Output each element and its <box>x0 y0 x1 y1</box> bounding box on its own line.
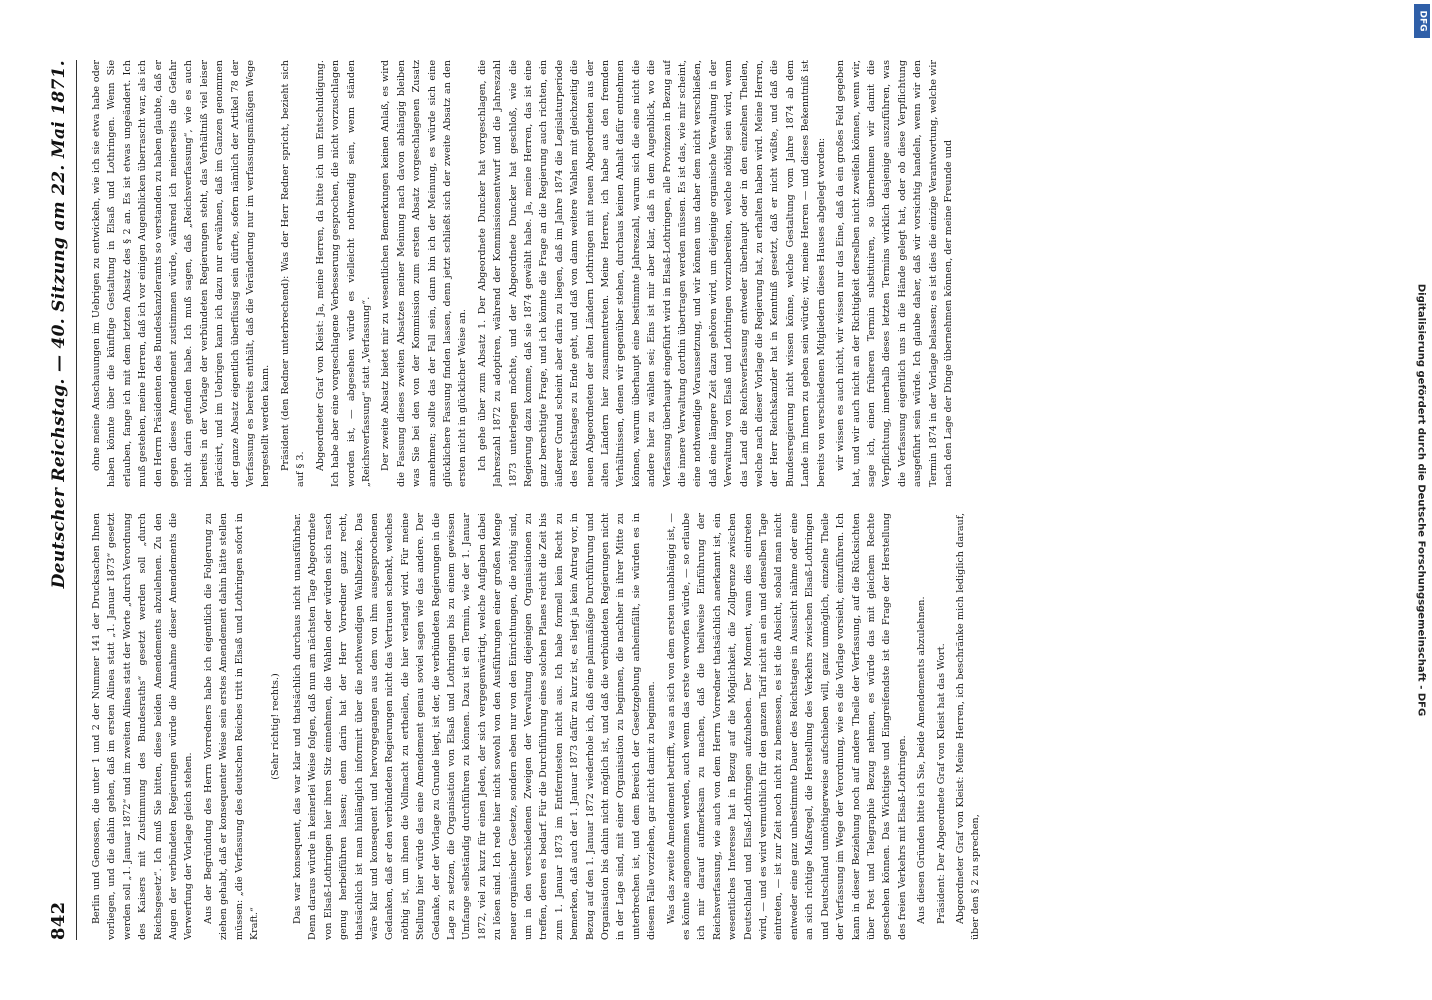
speaker-paragraph: Abgeordneter Graf von Kleist: Meine Herren, ich beschränke mich lediglich darauf, über den § 2 zu sprechen, <box>954 513 982 940</box>
text-columns <box>89 60 1379 940</box>
running-head: Deutscher Reichstag. — 40. Sitzung am 22. Mai 1871. <box>49 60 69 589</box>
speaker-paragraph: Präsident: Der Abgeordnete Graf von Kleist hat das Wort. <box>935 643 947 924</box>
page-number: 842 <box>48 901 69 940</box>
paragraph: Das war konsequent, das war klar und thatsächlich durchaus nicht unausführbar. Denn daraus würde in keinerlei Weise folgen, daß nun am nächsten Tage Abgeordnete von Elsaß-Lothringen hier ihren Sitz einnehmen, die Wahlen oder würden sich rasch genug herbeiführen lassen; denn darin hat der Herr Vorredner ganz recht, thatsächlich ist man hinlänglich informirt über die nothwendigen Wahlbezirke. Das wäre klar und konsequent und hervorgegangen aus dem von ihm ausgesprochenen Gedanken, daß er den verbündeten Regierungen nicht das Vertrauen schenkt, welches nöthig ist, um ihnen die Vollmacht zu ertheilen, die hier verlangt wird. Für meine Stellung hier würde das eine Amendement genau soviel sagen wie das andere. Der Gedanke, der der Vorlage zu Grunde liegt, ist der, die verbündeten Regierungen in die Lage zu setzen, die Organisation von Elsaß und Lothringen bis zu einem gewissen Umfange selbständig durchführen zu können. Dazu ist ein Termin, wie der 1. Januar 1872, viel zu kurz für einen Jeden, der sich vergegenwärtigt, welche Aufgaben dabei zu lösen sind. Ich rede hier nicht sowohl von den Ausführungen einer großen Menge neuer organischer Gesetze, sondern eben nur von den Einrichtungen, die nöthig sind, um in den verschiedenen Zweigen der Verwaltung diejenigen Organisationen zu treffen, deren es bedarf. Für die Durchführung eines solchen Planes reicht die Zeit bis zum 1. Januar 1873 im Entferntesten nicht aus. Ich habe formell kein Recht zu bemerken, daß auch der 1. Januar 1873 dafür zu kurz ist, es liegt ja kein Antrag vor, in Bezug auf den 1. Januar 1872 wiederhole ich, daß eine planmäßige Durchführung und Organisation bis dahin nicht möglich ist, und daß die verbündeten Regierungen nicht in der Lage sind, mit einer Organisation zu beginnen, die nachher in ihrer Mitte zu unterbrechen ist, und dem Bereich der Gesetzgebung anheimfällt, sie würden es in diesem Falle vorziehen, gar nicht damit zu beginnen. <box>291 513 658 940</box>
column-left <box>89 513 1379 940</box>
dfg-logo-text: DFG <box>1417 10 1428 32</box>
paragraph: Aus der Begründung des Herrn Vorredners habe ich eigentlich die Folgerung zu ziehen gehabt, daß er konsequenter Weise sein erstes Amendement dahin hätte stellen müssen: „die Verfassung des deutschen Reiches tritt in Elsaß und Lothringen sofort in Kraft.“ <box>202 513 261 940</box>
paragraph: Ich gehe über zum Absatz 1. Der Abgeordnete Duncker hat vorgeschlagen, die Jahreszahl 1872 zu adoptiren, während der Kommissionsentwurf und die Jahreszahl 1873 unterlegen möchte, und der Abgeordnete Duncker hat geschloß, wie die Regierung dazu komme, daß sie 1874 gewählt habe. Ja, meine Herren, das ist eine ganz berechtigte Frage, und ich könnte die Frage an die Regierung auch richten, ein äußerer Grund scheint aber darin zu liegen, daß im Jahre 1874 die Legislaturperiode des Reichstages zu Ende geht, und daß von dann weitere Wahlen mit gleichzeitig die neuen Abgeordneten der alten Ländern Lothringen mit neuen Abgeordneten aus der alten Ländern hier zusammentreten. Meine Herren, ich habe aus den fremden Verhältnissen, denen wir gegenüber stehen, durchaus keinen Anhalt dafür entnehmen können, warum überhaupt eine bestimmte Jahreszahl, warum sich die eine nicht die andere hier zu wählen sei; Eins ist mir aber klar, daß in dem Augenblick, wo die Verfassung überhaupt eingeführt wird in Elsaß-Lothringen, alle Provinzen in Bezug auf die innere Verwaltung dorthin übertragen werden müssen. Es ist das, wie mir scheint, eine nothwendige Voraussetzung, und wir können uns daher dem nicht verschließen, daß eine längere Zeit dazu gehören wird, um diejenige organische Verwaltung in der Verwaltung von Elsaß und Lothringen vorzubereiten, welche nöthig sein wird, wenn das Land die Reichsverfassung entweder überhaupt oder in den einzelnen Theilen, welche nach dieser Vorlage die Regierung hat, zu erhalten haben wird. Meine Herren, der Herr Reichskanzler hat in Kenntniß gesetzt, daß er nicht wüßte, und daß die Bundesregierung nicht wissen könne, welche Gestaltung vom Jahre 1874 ab dem Lande im Innern zu geben sein würde; wir, meine Herren — und dieses Bekenntniß ist bereits von verschiedenen Mitgliedern dieses Hauses abgelegt worden: <box>476 60 827 487</box>
paragraph: ohne meine Anschauungen im Uebrigen zu entwickeln, wie ich sie etwa habe oder haben könnte über die künftige Gestaltung in Elsaß und Lothringen. Wenn Sie erlauben, fange ich mit dem letzten Absatz des § 2 an. Es ist etwas ungeändert. Ich muß gestehen, meine Herren, daß ich vor einigen Augenblicken überrascht war, als ich den Herrn Präsidenten des Bundeskanzleramts so verstanden zu haben glaubte, daß er gegen dieses Amendement zustimmen würde, während ich meinerseits die Gefahr nicht darin gefunden habe. Ich muß sagen, daß „Reichsverfassung“, wie es auch bereits in der Vorlage der verbündeten Regierungen steht, das Verhältniß viel leiser präcisirt, und im Uebrigen kann ich dazu nur erwähnen, daß im Ganzen genommen der ganze Absatz eigentlich überflüssig sein dürfte, sofern nämlich der Artikel 78 der Verfassung es bereits enthält, daß die Veränderung nur im verfassungsmäßigen Wege hergestellt werden kann. <box>91 60 272 487</box>
paragraph: Aus diesen Gründen bitte ich Sie, beide Amendements abzulehnen. <box>916 596 928 924</box>
column-right <box>89 60 1379 487</box>
page-header <box>48 60 77 940</box>
digitization-stamp <box>1410 0 1432 1000</box>
paragraph: Berlin und Genossen, die unter 1 und 2 der Nummer 141 der Drucksachen Ihnen vorliegen, und die dahin gehen, daß im ersten Alinea statt „1. Januar 1873“ gesetzt werden soll „1. Januar 1872“ und im zweiten Alinea statt der Worte „durch Verordnung des Kaisers mit Zustimmung des Bundesraths“ gesetzt werden soll „durch Reichsgesetz“. Ich muß Sie bitten, diese beiden Amendements abzulehnen. Zu den Augen der verbündeten Regierungen würde die Annahme dieser Amendements die Verwerfung der Vorlage gleich stehen. <box>91 513 195 940</box>
paragraph: wir wissen es auch nicht, wir wissen nur das Eine, daß da ein großes Feld gegeben hat, und wir auch nicht an der Richtigkeit derselben nicht zweifeln können, wenn wir, sage ich, einen früheren Termin substituiren, so übernehmen wir damit die Verpflichtung, innerhalb dieses letzten Termins wirklich dasjenige auszuführen, was die Verfassung eigentlich uns in die Hände gelegt hat, oder ob diese Verpflichtung ausgeführt sein würde. Ich glaube daher, daß wir vorsichtig handeln, wenn wir den Termin 1874 in der Vorlage belassen; es ist dies die einzige Verantwortung, welche wir nach den Lage der Dinge übernehmen können, der meine Freunde und <box>835 60 954 487</box>
speaker-paragraph: Präsident (den Redner unterbrechend): Was der Herr Redner spricht, bezieht sich auf § 3. <box>279 60 307 487</box>
interjection: (Sehr richtig! rechts.) <box>270 673 282 780</box>
dfg-logo-icon <box>1414 4 1430 38</box>
paragraph: Was das zweite Amendement betrifft, was an sich von dem ersten unabhängig ist, — es könnte angenommen werden, auch wenn das erste verworfen würde, — so erlaube ich mir darauf aufmerksam zu machen, daß die theilweise Einführung der Reichsverfassung, wie auch von dem Herrn Vorredner thatsächlich anerkannt ist, ein wesentliches Interesse hat in Bezug auf die Möglichkeit, die Zollgrenze zwischen Deutschland und Elsaß-Lothringen aufzuheben. Der Moment, wann dies eintreten wird, — und es wird vermuthlich für den ganzen Tarif nicht an ein und denselben Tage eintreten, — ist zur Zeit noch nicht zu bemessen, es ist die Absicht, sobald man nicht entweder eine ganz unbestimmte Dauer des Reichstages in Aussicht nähme oder eine an sich richtige Maßregel, die Herstellung des Verkehrs zwischen Elsaß-Lothringen und Deutschland unnöthigerweise aufschieben will, ganz unmöglich, einzelne Theile der Verfassung im Wege der Verordnung, wie es die Vorlage vorsieht, einzuführen. Ich kann in dieser Beziehung noch auf andere Theile der Verfassung, auf die Rücksichten über Post und Telegraphie Bezug nehmen, es würde das mit gleichem Rechte geschehen können. Das Wichtigste und Eingreifendste ist die Frage der Herstellung des freien Verkehrs mit Elsaß-Lothringen. <box>665 513 908 940</box>
rotated-document-page <box>26 20 1406 980</box>
stamp-text: Digitalisierung gefördert durch die Deutsche Forschungsgemeinschaft - DFG <box>1415 283 1427 717</box>
paragraph: Der zweite Absatz bietet mir zu wesentlichen Bemerkungen keinen Anlaß, es wird die Fassung dieses zweiten Absatzes meiner Meinung nach davon abhängig bleiben was Sie bei den von der Kommission zum ersten Absatz vorgeschlagenen Zusatz annehmen; sollte das der Fall sein, dann bin ich der Meinung, es würde sich eine glücklichere Fassung finden lassen, denn jetzt schließt sich der zweite Absatz an den ersten nicht in glücklicher Weise an. <box>380 60 469 487</box>
speaker-paragraph: Abgeordneter Graf von Kleist: Ja, meine Herren, da bitte ich um Entschuldigung. Ich habe aber eine vorgeschlagene Verbesserung gesprochen, die nicht vorzuschlagen worden ist, — abgesehen würde es vielleicht nothwendig sein, wenn ständen „Reichsverfassung“ statt „Verfassung“. <box>314 60 372 487</box>
